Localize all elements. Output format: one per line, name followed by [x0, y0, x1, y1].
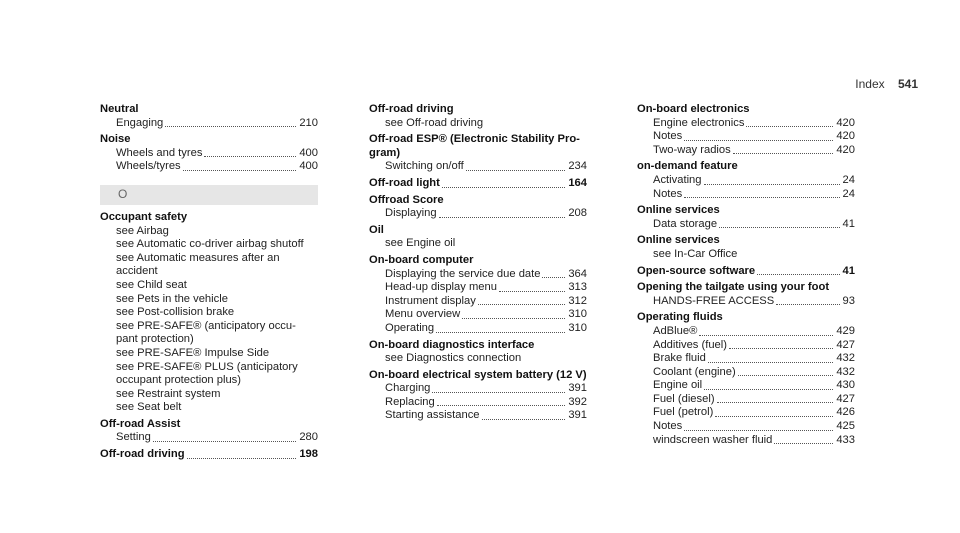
sub-entry-text: Two-way radios: [653, 143, 731, 156]
leader-dots: [482, 419, 566, 420]
page-ref: 432: [836, 365, 855, 378]
leader-dots: [776, 304, 839, 305]
entry-heading-cont: [369, 147, 587, 161]
entry-heading: [100, 211, 318, 225]
index-entry: [100, 133, 318, 174]
index-entry: [637, 281, 855, 308]
leader-dots: [542, 277, 565, 278]
page-ref: 364: [568, 267, 587, 280]
sub-entry[interactable]: [637, 379, 855, 393]
page-ref: 312: [568, 294, 587, 307]
index-entry: [369, 103, 587, 130]
sub-entry-text: Fuel (petrol): [653, 406, 714, 419]
sub-entry-text: Setting: [116, 431, 151, 444]
page-ref: 164: [568, 176, 587, 189]
sub-entry[interactable]: [100, 160, 318, 174]
leader-dots: [187, 458, 297, 459]
leader-dots: [183, 170, 297, 171]
entry-heading-text: Online services: [637, 234, 720, 247]
cross-reference[interactable]: see In-Car Office: [653, 247, 738, 260]
index-entry: [369, 339, 587, 366]
leader-dots: [729, 348, 833, 349]
page-ref: 310: [568, 308, 587, 321]
sub-entry[interactable]: [369, 382, 587, 396]
leader-dots: [699, 335, 833, 336]
sub-entry-text: Brake fluid: [653, 352, 706, 365]
cross-reference[interactable]: see Airbag: [116, 224, 169, 237]
entry-heading: [637, 311, 855, 325]
sub-entry[interactable]: [637, 434, 855, 448]
page-ref: 391: [568, 409, 587, 422]
sub-entry[interactable]: [637, 295, 855, 309]
sub-entry-text: Notes: [653, 420, 683, 433]
entry-heading-text: Off-road ESP® (Electronic Stability Pro-: [369, 133, 580, 146]
sub-entry-text: HANDS-FREE ACCESS: [653, 294, 775, 307]
leader-dots: [715, 416, 833, 417]
page-ref: 433: [836, 433, 855, 446]
page-number: 541: [897, 77, 918, 91]
index-entry: [637, 204, 855, 231]
sub-entry-text: Switching on/off: [385, 160, 464, 173]
index-entry: [369, 177, 587, 191]
page-ref: 430: [836, 379, 855, 392]
page-ref: 391: [568, 382, 587, 395]
entry-heading-text: Off-road driving: [369, 103, 454, 115]
index-group-o: [100, 211, 318, 462]
sub-entry[interactable]: [637, 174, 855, 188]
entry-heading: [100, 103, 318, 117]
cross-reference[interactable]: see Pets in the vehicle: [116, 292, 228, 305]
entry-heading: [369, 254, 587, 268]
page-ref: 198: [299, 448, 318, 461]
leader-dots: [684, 430, 833, 431]
cross-reference[interactable]: see PRE-SAFE® Impulse Side: [116, 346, 270, 359]
entry-heading: [369, 339, 587, 353]
index-column-3: [637, 103, 855, 450]
entry-heading: [369, 194, 587, 208]
cross-reference[interactable]: see Seat belt: [116, 401, 182, 414]
sub-entry[interactable]: [369, 396, 587, 410]
leader-dots: [499, 291, 565, 292]
entry-heading-text: Offroad Score: [369, 193, 444, 206]
index-group-n: [100, 103, 318, 174]
leader-dots: [462, 318, 565, 319]
page-ref: 93: [842, 294, 855, 307]
entry-heading-text: Occupant safety: [100, 210, 188, 223]
header-label: Index: [855, 77, 885, 91]
index-column-1: [100, 103, 318, 465]
page-ref: 425: [836, 420, 855, 433]
sub-entry[interactable]: [369, 308, 587, 322]
index-entry: [369, 369, 587, 423]
leader-dots: [432, 392, 565, 393]
sub-entry[interactable]: [637, 144, 855, 158]
sub-entry-text: Engine oil: [653, 379, 703, 392]
index-entry: [369, 254, 587, 336]
page-ref: 400: [299, 160, 318, 173]
sub-entry-text: Activating: [653, 173, 702, 186]
page-ref: 400: [299, 146, 318, 159]
cross-reference[interactable]: see Diagnostics connection: [385, 352, 522, 365]
sub-entry[interactable]: [637, 406, 855, 420]
entry-heading-text: Opening the tailgate using your foot: [637, 281, 830, 294]
leader-dots: [153, 441, 296, 442]
sub-entry[interactable]: [369, 160, 587, 174]
index-column-2: [369, 103, 587, 426]
entry-heading-text: Online services: [637, 204, 720, 217]
sub-entry-text: windscreen washer fluid: [653, 433, 773, 446]
entry-heading: [637, 103, 855, 117]
sub-entry-text: Head-up display menu: [385, 281, 497, 294]
cross-reference[interactable]: see Automatic co-driver airbag shutoff: [116, 238, 304, 251]
cross-reference[interactable]: see Off-road driving: [385, 116, 484, 129]
sub-entry[interactable]: [100, 147, 318, 161]
leader-dots: [708, 362, 833, 363]
cross-reference[interactable]: see Engine oil: [385, 237, 456, 250]
sub-entry-text: Engine electronics: [653, 116, 745, 129]
sub-entry-text: Starting assistance: [385, 409, 480, 422]
leader-dots: [684, 197, 839, 198]
entry-heading-text: Oil: [369, 223, 384, 236]
entry-heading[interactable]: [100, 448, 318, 462]
entry-heading-text: Off-road light: [369, 176, 440, 189]
leader-dots: [774, 443, 833, 444]
index-entry: [100, 418, 318, 445]
cross-reference[interactable]: see PRE-SAFE® PLUS (anticipatory: [116, 360, 298, 373]
leader-dots: [442, 187, 565, 188]
page-ref: 427: [836, 338, 855, 351]
entry-heading-text: Off-road driving: [100, 448, 185, 461]
sub-entry[interactable]: [637, 117, 855, 131]
sub-entry-text: Fuel (diesel): [653, 392, 715, 405]
sub-entry[interactable]: [100, 117, 318, 131]
entry-heading[interactable]: [637, 265, 855, 279]
page-ref: 432: [836, 352, 855, 365]
entry-heading-text: Noise: [100, 133, 131, 146]
index-entry: [637, 265, 855, 279]
page-header: [855, 77, 918, 91]
leader-dots: [165, 126, 296, 127]
entry-heading[interactable]: [369, 177, 587, 191]
sub-entry[interactable]: [637, 352, 855, 366]
leader-dots: [478, 304, 566, 305]
page-ref: 392: [568, 395, 587, 408]
cross-reference[interactable]: see Post-collision brake: [116, 306, 235, 319]
page-ref: 426: [836, 406, 855, 419]
index-entry: [100, 211, 318, 415]
index-entry: [369, 194, 587, 221]
entry-heading-text: Off-road Assist: [100, 417, 181, 430]
entry-heading-text: Open-source software: [637, 264, 756, 277]
sub-entry-text: Notes: [653, 130, 683, 143]
page-ref: 41: [842, 217, 855, 230]
sub-entry[interactable]: [369, 268, 587, 282]
sub-entry[interactable]: [369, 322, 587, 336]
entry-heading-text: on-demand feature: [637, 160, 738, 173]
index-entry: [637, 103, 855, 157]
leader-dots: [746, 126, 833, 127]
cross-reference[interactable]: see Child seat: [116, 278, 187, 291]
leader-dots: [733, 153, 834, 154]
entry-heading: [637, 234, 855, 248]
entry-heading-text: On-board diagnostics interface: [369, 338, 535, 351]
sub-entry-text: Displaying: [385, 207, 437, 220]
index-entry: [637, 311, 855, 447]
sub-entry-text: Wheels and tyres: [116, 146, 203, 159]
leader-dots: [738, 375, 834, 376]
cross-reference[interactable]: see Automatic measures after an accident: [116, 251, 280, 278]
index-entry: [637, 234, 855, 261]
entry-heading: [637, 281, 855, 295]
leader-dots: [466, 170, 566, 171]
leader-dots: [436, 332, 565, 333]
index-entry: [637, 160, 855, 201]
sub-entry[interactable]: [100, 431, 318, 445]
entry-heading-text: On-board computer: [369, 253, 474, 266]
sub-entry[interactable]: [369, 295, 587, 309]
sub-entry[interactable]: [637, 130, 855, 144]
page-ref: 234: [568, 160, 587, 173]
sub-entry-text: Wheels/tyres: [116, 160, 181, 173]
entry-heading-text: On-board electrical system battery (12 V): [369, 368, 587, 381]
leader-dots: [684, 140, 833, 141]
sub-entry-text: Engaging: [116, 116, 164, 129]
cross-reference[interactable]: see Restraint system: [116, 387, 221, 400]
sub-entry-text: Data storage: [653, 217, 718, 230]
page-ref: 427: [836, 392, 855, 405]
sub-entry[interactable]: [637, 339, 855, 353]
sub-entry[interactable]: [637, 393, 855, 407]
page-ref: 24: [842, 187, 855, 200]
sub-entry[interactable]: [637, 218, 855, 232]
entry-heading: [369, 224, 587, 238]
sub-entry-text: Operating: [385, 321, 435, 334]
index-entry: [369, 133, 587, 174]
entry-heading-text: Operating fluids: [637, 311, 723, 324]
page-ref: 420: [836, 143, 855, 156]
leader-dots: [437, 405, 566, 406]
page-ref: 280: [299, 431, 318, 444]
page-ref: 420: [836, 130, 855, 143]
sub-entry-text: AdBlue®: [653, 324, 698, 337]
page-ref: 41: [842, 264, 855, 277]
index-entry: [100, 448, 318, 462]
entry-heading: [637, 204, 855, 218]
page-ref: 208: [568, 207, 587, 220]
entry-heading-cont-text: gram): [369, 146, 401, 159]
cross-reference[interactable]: pant protection): [116, 333, 194, 346]
entry-heading-text: Neutral: [100, 103, 139, 115]
sub-entry[interactable]: [637, 188, 855, 202]
sub-entry[interactable]: [369, 281, 587, 295]
sub-entry[interactable]: [637, 366, 855, 380]
page-ref: 429: [836, 324, 855, 337]
index-entry: [369, 224, 587, 251]
leader-dots: [717, 402, 834, 403]
sub-entry[interactable]: [637, 325, 855, 339]
sub-entry-text: Coolant (engine): [653, 365, 736, 378]
page-ref: 24: [842, 173, 855, 186]
leader-dots: [439, 217, 566, 218]
page-ref: 210: [299, 116, 318, 129]
cross-reference[interactable]: see PRE-SAFE® (anticipatory occu-: [116, 319, 296, 332]
page-ref: 310: [568, 321, 587, 334]
entry-heading: [637, 160, 855, 174]
sub-entry[interactable]: [369, 409, 587, 423]
leader-dots: [719, 227, 839, 228]
sub-entry[interactable]: [637, 420, 855, 434]
index-entry: [100, 103, 318, 130]
leader-dots: [704, 389, 833, 390]
sub-entry-text: Instrument display: [385, 294, 476, 307]
page-ref: 313: [568, 281, 587, 294]
entry-heading: [100, 418, 318, 432]
page-ref: 420: [836, 116, 855, 129]
entry-heading: [369, 133, 587, 147]
sub-entry[interactable]: [369, 207, 587, 221]
entry-heading: [369, 369, 587, 383]
leader-dots: [757, 274, 839, 275]
entry-heading: [100, 133, 318, 147]
sub-entry-text: Replacing: [385, 395, 435, 408]
entry-heading: [369, 103, 587, 117]
section-letter-o: O: [100, 185, 318, 205]
sub-entry-text: Displaying the service due date: [385, 267, 541, 280]
sub-entry-text: Additives (fuel): [653, 338, 727, 351]
entry-heading-text: On-board electronics: [637, 103, 750, 115]
sub-entry-text: Notes: [653, 187, 683, 200]
sub-entry-text: Menu overview: [385, 308, 461, 321]
leader-dots: [204, 156, 296, 157]
cross-reference[interactable]: occupant protection plus): [116, 374, 242, 387]
sub-entry-text: Charging: [385, 382, 431, 395]
leader-dots: [704, 184, 840, 185]
